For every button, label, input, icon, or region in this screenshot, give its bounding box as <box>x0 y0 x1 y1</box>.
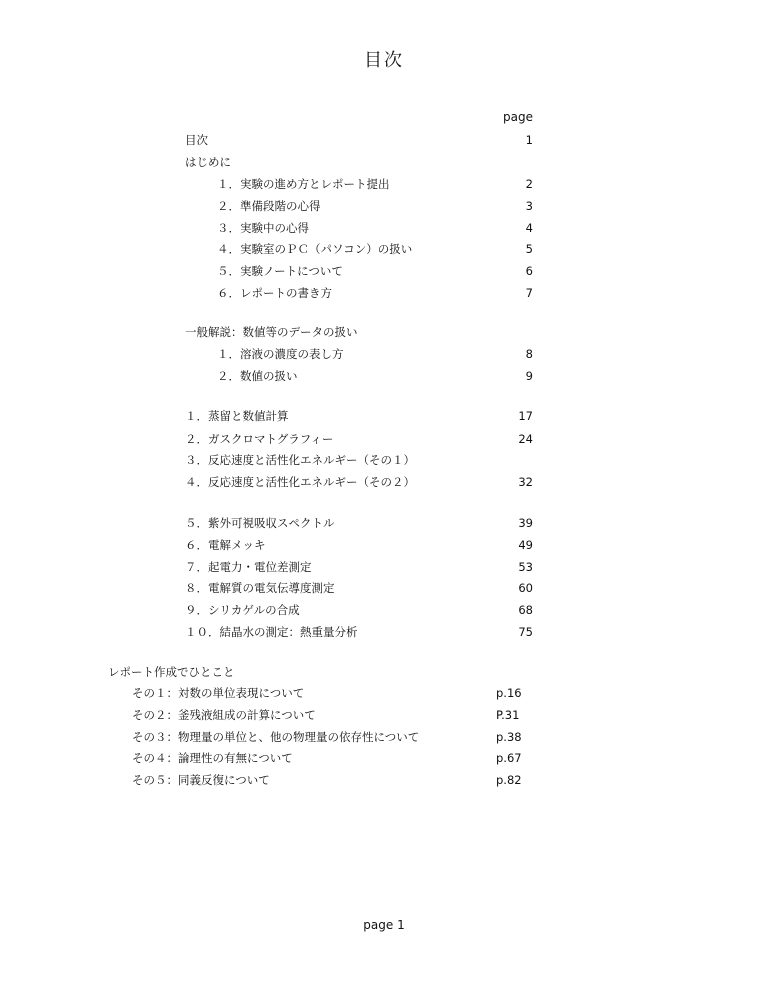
report-note-page: p.67 <box>496 751 522 765</box>
toc-entry <box>185 324 533 340</box>
report-note-label: その４：論理性の有無について <box>132 751 293 765</box>
toc-entry <box>185 580 533 596</box>
toc-entry-label: ６．レポートの書き方 <box>217 286 332 300</box>
toc-entry-page: 1 <box>525 133 533 147</box>
toc-entry-label: １．溶液の濃度の表し方 <box>217 347 344 361</box>
toc-entry-label: 一般解説：数値等のデータの扱い <box>185 325 358 339</box>
report-note-label: その２：釜残液組成の計算について <box>132 708 316 722</box>
toc-entry <box>185 154 533 170</box>
toc-entry-page: 5 <box>525 242 533 256</box>
toc-entry <box>217 198 533 214</box>
toc-entry <box>185 537 533 553</box>
toc-entry <box>185 474 533 490</box>
toc-entry-label: ７．起電力・電位差測定 <box>185 560 312 574</box>
toc-entry <box>185 431 533 447</box>
toc-entry-page: 49 <box>518 538 533 552</box>
report-note-page: p.38 <box>496 730 522 744</box>
toc-entry <box>217 241 533 257</box>
toc-entry-page: 60 <box>518 581 533 595</box>
toc-entry-label: ４．反応速度と活性化エネルギー（その２） <box>185 475 415 489</box>
toc-entry <box>185 132 533 148</box>
toc-entry-label: ９．シリカゲルの合成 <box>185 603 300 617</box>
report-note-entry <box>132 772 552 788</box>
page-footer: page 1 <box>363 918 405 932</box>
report-note-entry <box>132 729 552 745</box>
report-note-label: その５：同義反復について <box>132 773 270 787</box>
toc-entry-page: 24 <box>518 432 533 446</box>
toc-entry <box>185 408 533 424</box>
toc-entry <box>217 346 533 362</box>
toc-entry-label: １０．結晶水の測定：熱重量分析 <box>185 625 358 639</box>
toc-entry-label: ３．実験中の心得 <box>217 221 309 235</box>
toc-entry-page: 68 <box>518 603 533 617</box>
toc-entry-label: ５．紫外可視吸収スペクトル <box>185 516 335 530</box>
toc-entry-label: １．蒸留と数値計算 <box>185 409 289 423</box>
toc-entry-page: 2 <box>525 177 533 191</box>
toc-entry <box>217 285 533 301</box>
toc-entry <box>185 515 533 531</box>
report-section-heading: レポート作成でひとこと <box>108 665 235 679</box>
toc-entry-label: ３．反応速度と活性化エネルギー（その１） <box>185 453 415 467</box>
toc-entry-label: 目次 <box>185 133 208 147</box>
toc-entry-page: 53 <box>518 560 533 574</box>
report-note-page: p.82 <box>496 773 522 787</box>
toc-entry-label: ４．実験室のＰＣ（パソコン）の扱い <box>217 242 413 256</box>
toc-entry <box>217 368 533 384</box>
toc-entry-page: 7 <box>525 286 533 300</box>
report-note-label: その１：対数の単位表現について <box>132 686 305 700</box>
toc-entry-page: 6 <box>525 264 533 278</box>
toc-entry-page: 17 <box>518 409 533 423</box>
page-column-header: page <box>503 110 533 124</box>
toc-entry-label: ８．電解質の電気伝導度測定 <box>185 581 335 595</box>
toc-entry <box>185 624 533 640</box>
toc-entry-page: 9 <box>525 369 533 383</box>
toc-entry <box>217 220 533 236</box>
toc-entry <box>217 176 533 192</box>
toc-entry <box>185 452 533 468</box>
toc-entry-page: 4 <box>525 221 533 235</box>
toc-entry-page: 3 <box>525 199 533 213</box>
toc-entry-label: １．実験の進め方とレポート提出 <box>217 177 390 191</box>
report-note-page: P.31 <box>496 708 520 722</box>
toc-entry-label: ２．準備段階の心得 <box>217 199 321 213</box>
toc-entry <box>185 559 533 575</box>
toc-entry-page: 8 <box>525 347 533 361</box>
report-note-label: その３：物理量の単位と、他の物理量の依存性について <box>132 730 420 744</box>
toc-entry <box>217 263 533 279</box>
toc-entry-page: 75 <box>518 625 533 639</box>
toc-entry-page: 32 <box>518 475 533 489</box>
report-note-page: p.16 <box>496 686 522 700</box>
toc-entry-label: ５．実験ノートについて <box>217 264 343 278</box>
toc-entry-label: ２．数値の扱い <box>217 369 298 383</box>
report-note-entry <box>132 750 552 766</box>
toc-entry-page: 39 <box>518 516 533 530</box>
report-note-entry <box>132 685 552 701</box>
page-title: 目次 <box>364 50 404 71</box>
toc-entry-label: はじめに <box>185 155 231 169</box>
toc-entry-label: ６．電解メッキ <box>185 538 266 552</box>
toc-entry-label: ２．ガスクロマトグラフィー <box>185 432 334 446</box>
toc-entry <box>185 602 533 618</box>
report-note-entry <box>132 707 552 723</box>
